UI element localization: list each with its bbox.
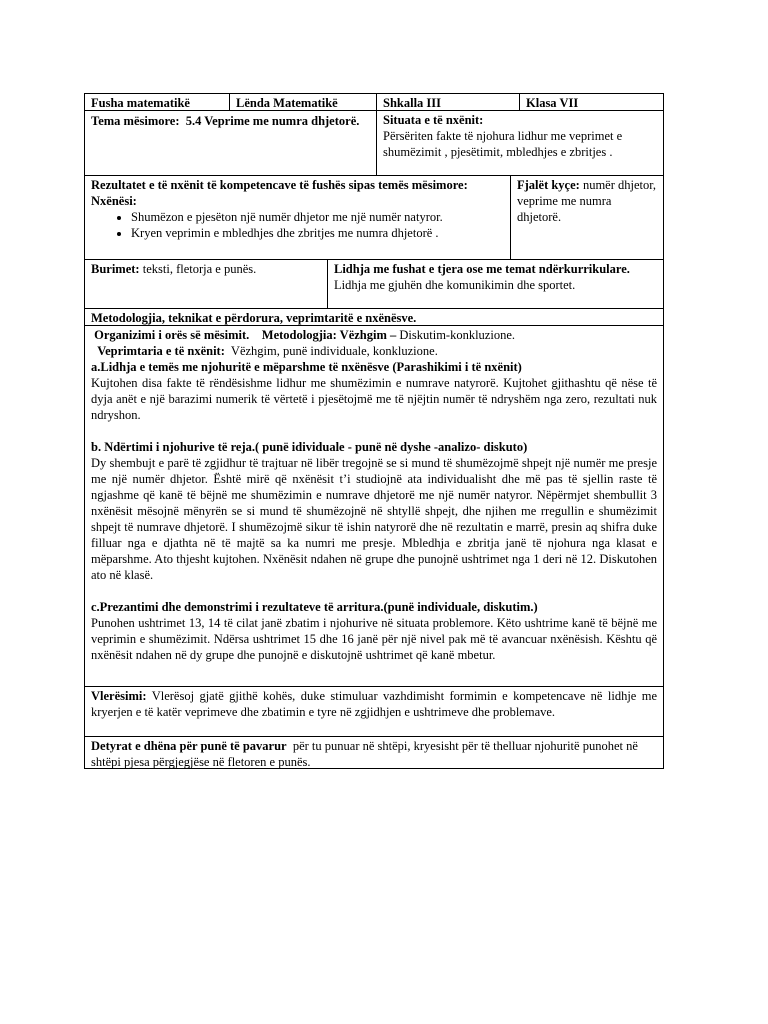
methodology-body xyxy=(85,326,663,664)
student-label: Nxënësi: xyxy=(91,194,137,208)
organization-line xyxy=(91,327,657,343)
level-cell xyxy=(377,94,519,112)
assessment-cell xyxy=(85,687,663,721)
section-b-text: Dy shembujt e parë të zgjidhur të trajtuar në libër tregojnë se si mund të shumëzojmë shpejt një numër me presje me një numër dhjetor. Është mirë që nxënësit t’i studiojnë ata individualisht dhe më pas të sjellin raste të ngjashme që kanë të bëjnë me shumëzimin e numrave dhjetorë me një numër natyror. Nëpërmjet shembullit 3 nxënësit mësojnë mënyrën se si mund të shumëzojnë në shtyllë shpejt, dhe njihen me rregullin e shumëzimit shpejt të numrave dhjetorë. I shumëzojmë sikur të ishin natyrorë dhe në rezultatin e marrë, presin aq shifra duke filluar nga e djathta në të majtë sa ka numri me presje. Mbledhja e zbritja janë të njohura nga klasat e mëparshme. Ato thjesht kujtohen. Nxënësit ndahen në grupe dhe punojnë ushtrimet nga 1 deri në 12. Diskutohen ato në klasë. xyxy=(91,456,657,582)
grade-cell xyxy=(520,94,663,112)
section-c-text: Punohen ushtrimet 13, 14 të cilat janë zbatim i njohurive në situata problemore. Këto ushtrime kanë të bëjnë me veprimin e shumëzimit. Ndërsa ushtrimet 15 dhe 16 janë për një nivel pak më të avancuar nxënësish. Kështu që nxënësit ndahen në dy grupe dhe punojnë e diskutojnë ushtrimet që kanë mbetur. xyxy=(91,616,657,662)
links-text: Lidhja me gjuhën dhe komunikimin dhe sportet. xyxy=(334,278,576,292)
outcomes-label: Rezultatet e të nxënit të kompetencave të fushës sipas temës mësimore: xyxy=(91,178,468,192)
sources-text: teksti, fletorja e punës. xyxy=(142,262,257,276)
section-b-title: b. Ndërtimi i njohurive të reja.( punë idividuale - punë në dyshe -analizo- diskuto) xyxy=(91,440,528,454)
method-text: Diskutim-konkluzione. xyxy=(399,328,516,342)
homework-label: Detyrat e dhëna për punë të pavarur xyxy=(91,739,287,753)
method-label: Metodologjia: Vëzhgim – xyxy=(261,328,397,342)
outcomes-list xyxy=(91,209,503,241)
activity-line xyxy=(91,343,657,359)
activity-text: Vëzhgim, punë individuale, konkluzione. xyxy=(230,344,438,358)
outcome-item: • Kryen veprimin e mbledhjes dhe zbritjes me numra dhjetorë . xyxy=(131,225,503,241)
field-cell xyxy=(85,94,229,112)
subject-label: Lënda Matematikë xyxy=(236,96,338,110)
level-label: Shkalla III xyxy=(383,96,442,110)
outcome-item: • Shumëzon e pjesëton një numër dhjetor me një numër natyror. xyxy=(131,209,503,225)
homework-text: për tu punuar në shtëpi, kryesisht për të thelluar njohuritë punohet në shtëpi pjesa përgjegjëse në fletoren e punës. xyxy=(91,739,638,769)
outcomes-cell xyxy=(85,176,509,242)
sources-cell xyxy=(85,260,327,278)
methodology-title-cell xyxy=(85,309,663,327)
methodology-title: Metodologjia, teknikat e përdorura, veprimtaritë e nxënësve. xyxy=(91,311,417,325)
situation-cell xyxy=(377,111,663,161)
assessment-text: Vlerësoj gjatë gjithë kohës, duke stimuluar vazhdimisht formimin e kompetencave në lidhje me kryerjen e të katër veprimeve dhe zbatimin e tyre në zgjidhjen e ushtrimeve dhe problemave. xyxy=(91,689,658,719)
field-label: Fusha matematikë xyxy=(91,96,190,110)
organization-label: Organizimi i orës së mësimit. xyxy=(94,328,250,342)
keywords-label: Fjalët kyçe: xyxy=(517,178,580,192)
topic-value: 5.4 Veprime me numra dhjetorë. xyxy=(185,114,360,128)
situation-text: Përsëriten fakte të njohura lidhur me veprimet e shumëzimit , pjesëtimit, mbledhjes e zbritjes . xyxy=(383,129,623,159)
section-c-title: c.Prezantimi dhe demonstrimi i rezultateve të arritura.(punë individuale, diskutim.) xyxy=(91,600,538,614)
grade-label: Klasa VII xyxy=(526,96,579,110)
topic-label: Tema mësimore: xyxy=(91,114,180,128)
assessment-label: Vlerësimi: xyxy=(91,689,147,703)
keywords-cell xyxy=(511,176,663,226)
homework-cell xyxy=(85,737,663,771)
subject-cell xyxy=(230,94,376,112)
sources-label: Burimet: xyxy=(91,262,140,276)
activity-label: Veprimtaria e të nxënit: xyxy=(97,344,225,358)
keywords-text: numër dhjetor, veprime me numra dhjetorë. xyxy=(517,178,657,224)
section-a-text: Kujtohen disa fakte të rëndësishme lidhur me shumëzimin e numrave natyrorë. Kujtohet gjithashtu që nëse të dyja anët e një barazimi numerik të vërtetë i pjesëtojmë me të njëjtin numër të ndryshëm nga zero, rezultati nuk ndryshon. xyxy=(91,376,657,422)
topic-cell xyxy=(85,111,375,132)
section-a-title: a.Lidhja e temës me njohuritë e mëparshme të nxënësve (Parashikimi i të nxënit) xyxy=(91,360,522,374)
situation-label: Situata e të nxënit: xyxy=(383,113,484,127)
links-cell xyxy=(328,260,663,294)
links-label: Lidhja me fushat e tjera ose me temat ndërkurrikulare. xyxy=(334,262,630,276)
